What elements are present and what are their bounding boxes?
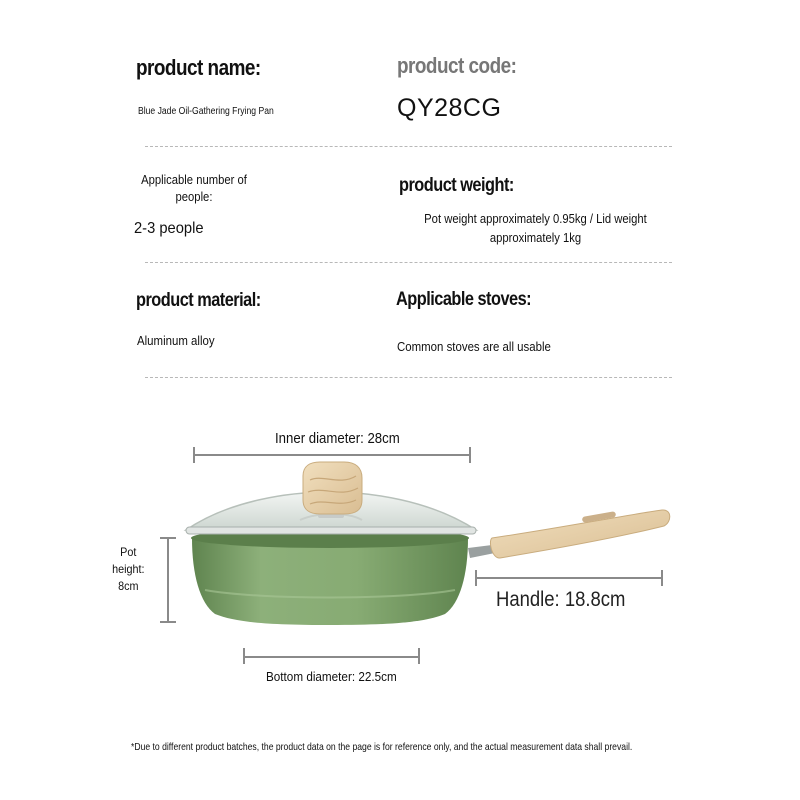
pot-height-label: Pot height: 8cm [112,545,145,593]
inner-diameter-line [193,454,470,456]
dimension-tick [243,648,245,664]
pot-height-line [167,537,169,622]
product-code-label: product code: [397,53,517,78]
people-value: 2-3 people [134,220,204,237]
dimension-tick [475,570,477,586]
product-name-label: product name: [136,55,261,80]
disclaimer: *Due to different product batches, the product data on the page is for reference only, and the actual measurement data shall prevail. [131,741,633,753]
dimension-tick [469,447,471,463]
product-code-value: QY28CG [397,94,502,122]
handle-label: Handle: 18.8cm [496,588,626,611]
dimension-tick [160,537,176,539]
dimension-tick [661,570,663,586]
inner-diameter-label: Inner diameter: 28cm [275,430,400,447]
stoves-label: Applicable stoves: [396,289,532,310]
weight-value: Pot weight approximately 0.95kg / Lid weight approximately 1kg [424,212,647,245]
material-label: product material: [136,290,261,311]
bottom-diameter-label: Bottom diameter: 22.5cm [266,669,397,684]
lid-knob [303,462,362,518]
dimension-tick [418,648,420,664]
dimension-tick [193,447,195,463]
pan-body [191,528,469,625]
product-name-value: Blue Jade Oil-Gathering Frying Pan [138,106,274,117]
stoves-value: Common stoves are all usable [397,339,551,354]
people-label: Applicable number of people: [141,173,247,204]
weight-label: product weight: [399,175,514,196]
material-value: Aluminum alloy [137,333,215,348]
handle-line [475,577,662,579]
handle [468,510,670,558]
dimension-tick [160,621,176,623]
bottom-diameter-line [243,656,419,658]
